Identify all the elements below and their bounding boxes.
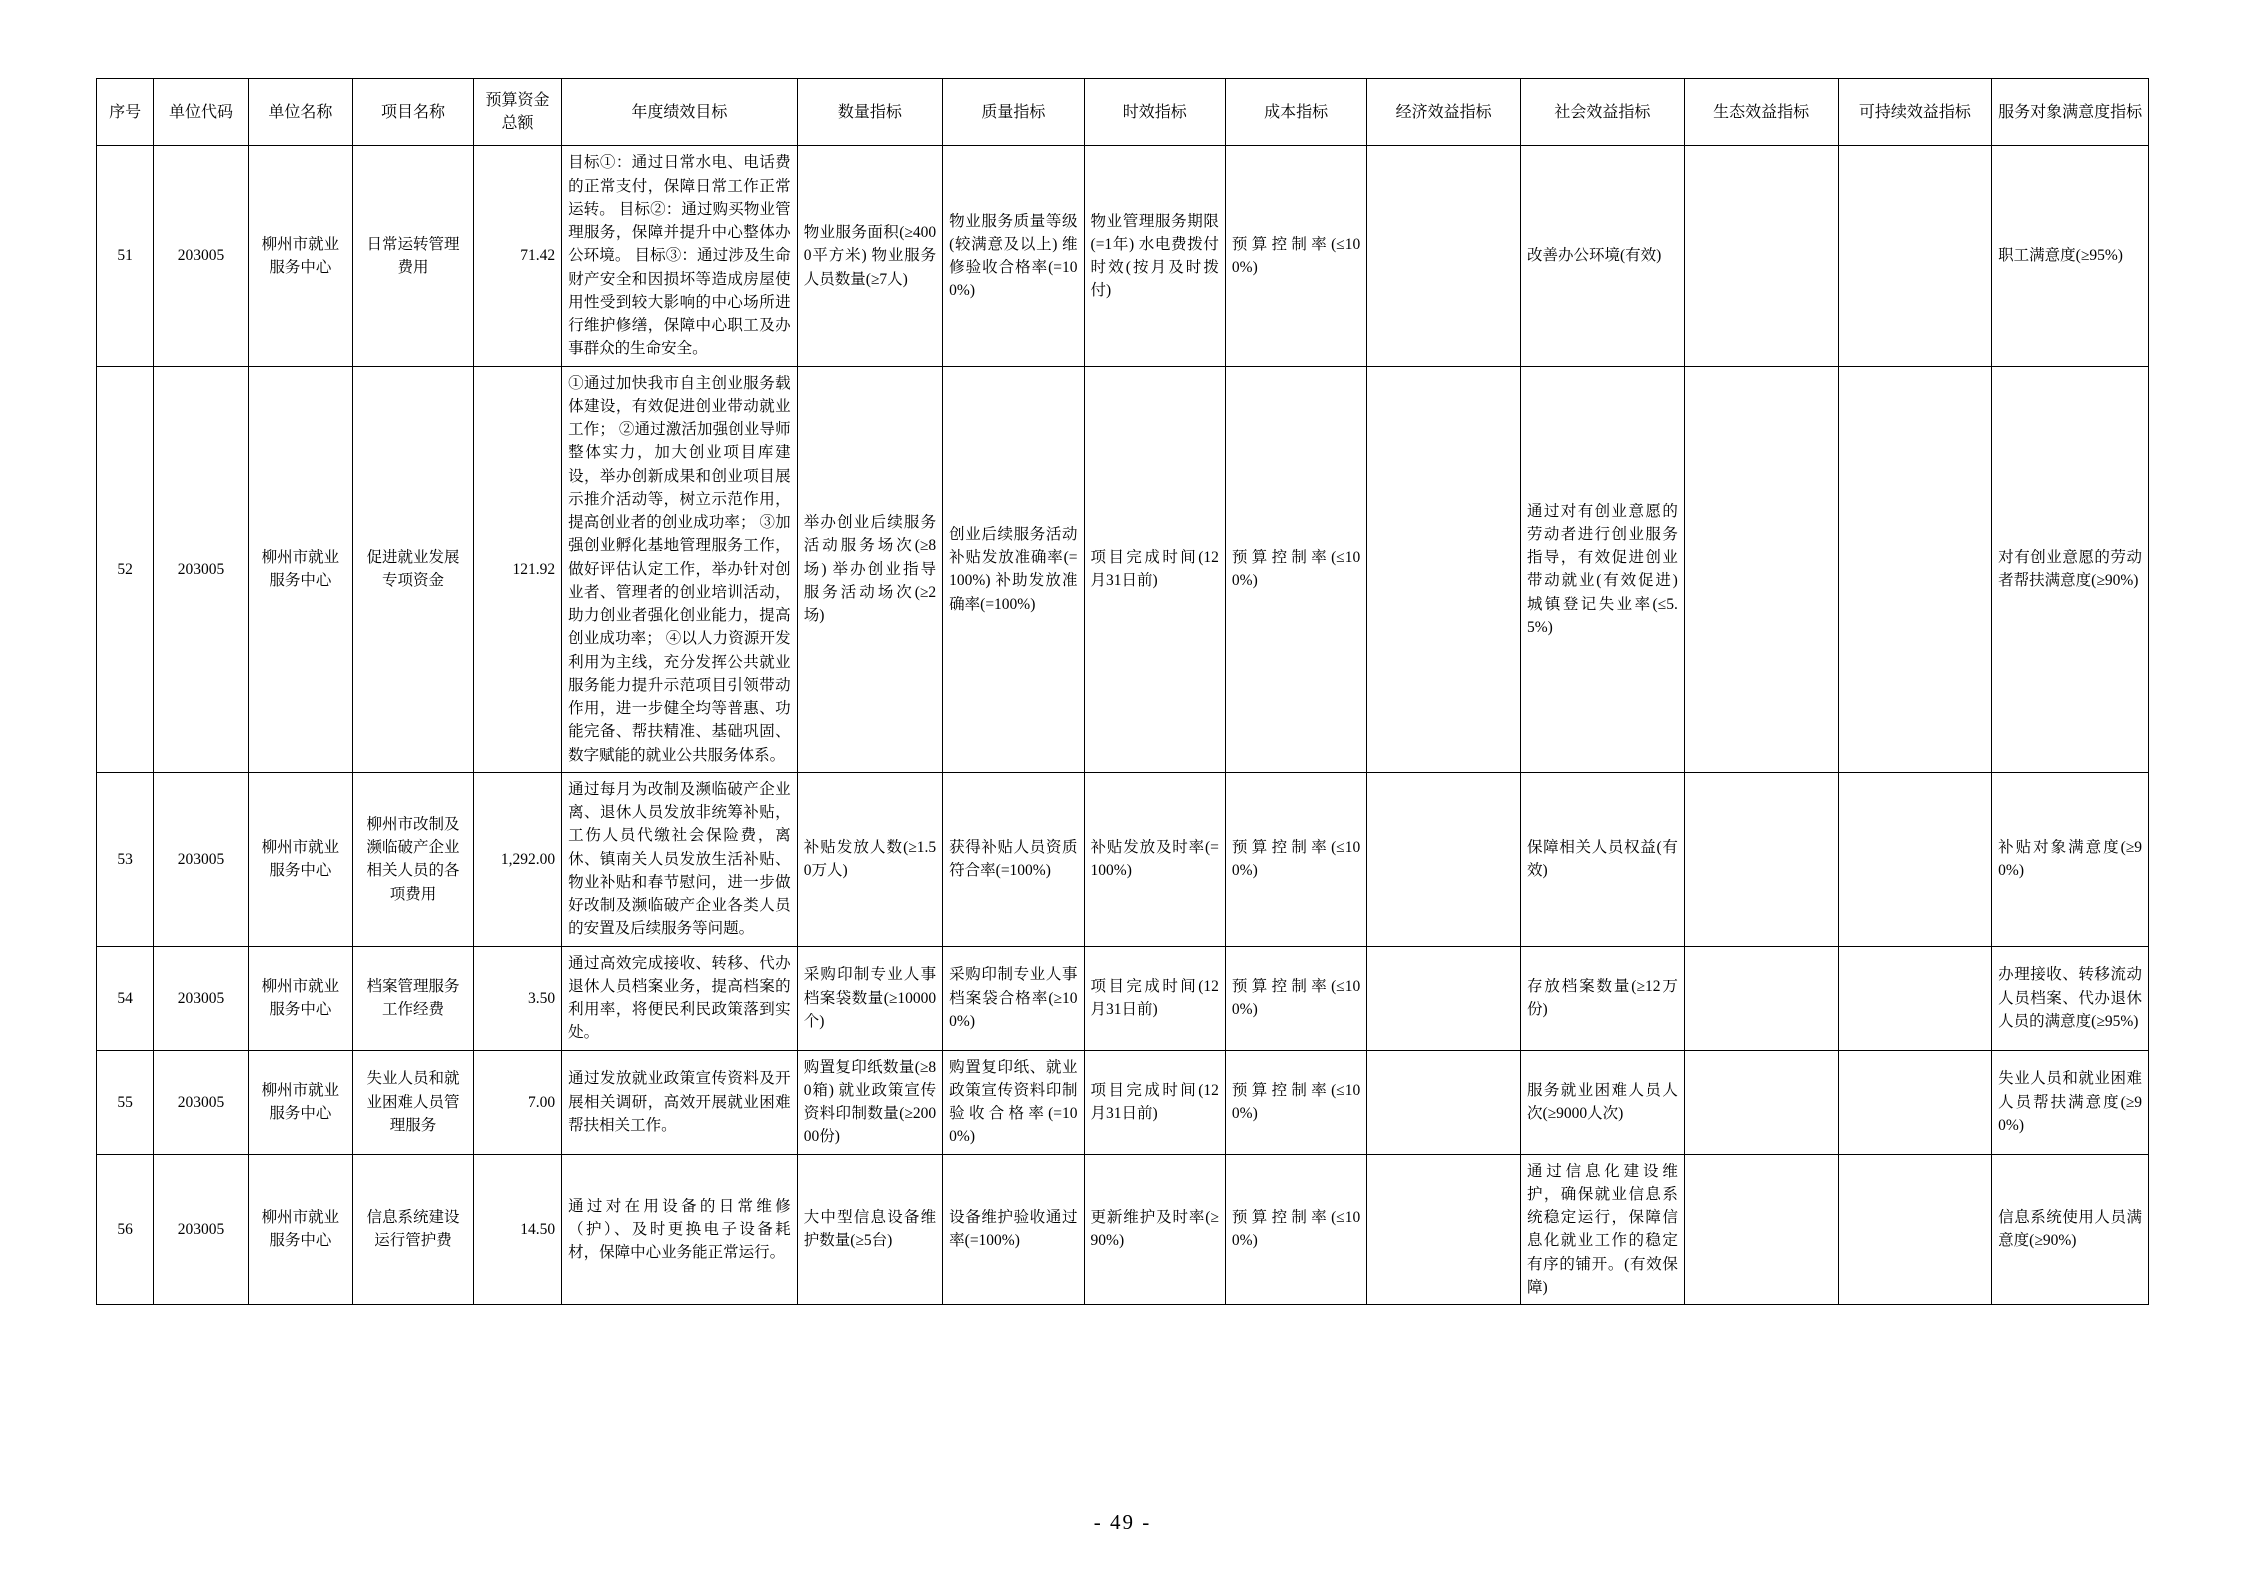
cell-social: 改善办公环境(有效) xyxy=(1520,146,1684,366)
cell-seq: 51 xyxy=(97,146,154,366)
cell-unit-name: 柳州市就业服务中心 xyxy=(248,772,352,946)
cell-satisfaction: 对有创业意愿的劳动者帮扶满意度(≥90%) xyxy=(1992,366,2149,772)
cell-quality: 创业后续服务活动补贴发放准确率(=100%) 补助发放准确率(=100%) xyxy=(943,366,1084,772)
cell-sustainable xyxy=(1838,1050,1992,1154)
cell-economic xyxy=(1367,146,1521,366)
cell-unit-code: 203005 xyxy=(154,772,248,946)
cell-cost: 预算控制率(≤100%) xyxy=(1225,772,1366,946)
cell-budget: 121.92 xyxy=(473,366,561,772)
cell-budget: 71.42 xyxy=(473,146,561,366)
cell-seq: 56 xyxy=(97,1154,154,1305)
cell-budget: 14.50 xyxy=(473,1154,561,1305)
column-header-quantity: 数量指标 xyxy=(797,79,942,146)
table-row xyxy=(97,1050,2149,1154)
performance-goal-table xyxy=(96,78,2149,1305)
cell-quality: 设备维护验收通过率(=100%) xyxy=(943,1154,1084,1305)
cell-social: 通过对有创业意愿的劳动者进行创业服务指导，有效促进创业带动就业(有效促进) 城镇登记失业率(≤5.5%) xyxy=(1520,366,1684,772)
cell-social: 通过信息化建设维护，确保就业信息系统稳定运行，保障信息化就业工作的稳定有序的铺开。(有效保障) xyxy=(1520,1154,1684,1305)
column-header-ecological: 生态效益指标 xyxy=(1684,79,1838,146)
column-header-seq: 序号 xyxy=(97,79,154,146)
cell-unit-code: 203005 xyxy=(154,366,248,772)
column-header-cost: 成本指标 xyxy=(1225,79,1366,146)
column-header-annual-goal: 年度绩效目标 xyxy=(562,79,798,146)
cell-seq: 52 xyxy=(97,366,154,772)
cell-economic xyxy=(1367,946,1521,1050)
cell-satisfaction: 信息系统使用人员满意度(≥90%) xyxy=(1992,1154,2149,1305)
cell-project-name: 信息系统建设运行管护费 xyxy=(353,1154,474,1305)
cell-project-name: 日常运转管理费用 xyxy=(353,146,474,366)
column-header-social: 社会效益指标 xyxy=(1520,79,1684,146)
cell-seq: 54 xyxy=(97,946,154,1050)
cell-ecological xyxy=(1684,772,1838,946)
cell-quantity: 采购印制专业人事档案袋数量(≥10000个) xyxy=(797,946,942,1050)
cell-satisfaction: 补贴对象满意度(≥90%) xyxy=(1992,772,2149,946)
cell-sustainable xyxy=(1838,772,1992,946)
table-row xyxy=(97,146,2149,366)
cell-timeliness: 项目完成时间(12月31日前) xyxy=(1084,946,1225,1050)
cell-project-name: 促进就业发展专项资金 xyxy=(353,366,474,772)
cell-ecological xyxy=(1684,946,1838,1050)
cell-ecological xyxy=(1684,1050,1838,1154)
cell-quality: 采购印制专业人事档案袋合格率(≥100%) xyxy=(943,946,1084,1050)
cell-satisfaction: 办理接收、转移流动人员档案、代办退休人员的满意度(≥95%) xyxy=(1992,946,2149,1050)
cell-unit-code: 203005 xyxy=(154,946,248,1050)
cell-social: 服务就业困难人员人次(≥9000人次) xyxy=(1520,1050,1684,1154)
cell-annual-goal: 通过对在用设备的日常维修（护）、及时更换电子设备耗材，保障中心业务能正常运行。 xyxy=(562,1154,798,1305)
table-row xyxy=(97,946,2149,1050)
column-header-satisfaction: 服务对象满意度指标 xyxy=(1992,79,2149,146)
cell-cost: 预算控制率(≤100%) xyxy=(1225,1050,1366,1154)
column-header-unit-name: 单位名称 xyxy=(248,79,352,146)
cell-quality: 物业服务质量等级(较满意及以上) 维修验收合格率(=100%) xyxy=(943,146,1084,366)
cell-unit-name: 柳州市就业服务中心 xyxy=(248,1050,352,1154)
cell-timeliness: 项目完成时间(12月31日前) xyxy=(1084,1050,1225,1154)
cell-project-name: 失业人员和就业困难人员管理服务 xyxy=(353,1050,474,1154)
cell-quantity: 购置复印纸数量(≥80箱) 就业政策宣传资料印制数量(≥20000份) xyxy=(797,1050,942,1154)
cell-sustainable xyxy=(1838,146,1992,366)
cell-budget: 3.50 xyxy=(473,946,561,1050)
cell-satisfaction: 职工满意度(≥95%) xyxy=(1992,146,2149,366)
table-row xyxy=(97,772,2149,946)
cell-ecological xyxy=(1684,1154,1838,1305)
cell-economic xyxy=(1367,366,1521,772)
column-header-sustainable: 可持续效益指标 xyxy=(1838,79,1992,146)
cell-unit-name: 柳州市就业服务中心 xyxy=(248,366,352,772)
cell-cost: 预算控制率(≤100%) xyxy=(1225,146,1366,366)
column-header-budget: 预算资金总额 xyxy=(473,79,561,146)
cell-quality: 获得补贴人员资质符合率(=100%) xyxy=(943,772,1084,946)
cell-sustainable xyxy=(1838,366,1992,772)
cell-ecological xyxy=(1684,366,1838,772)
cell-annual-goal: 通过高效完成接收、转移、代办退休人员档案业务，提高档案的利用率，将便民利民政策落到实处。 xyxy=(562,946,798,1050)
column-header-unit-code: 单位代码 xyxy=(154,79,248,146)
cell-timeliness: 更新维护及时率(≥90%) xyxy=(1084,1154,1225,1305)
page-number: - 49 - xyxy=(1093,1510,1152,1534)
cell-unit-code: 203005 xyxy=(154,1154,248,1305)
cell-unit-code: 203005 xyxy=(154,146,248,366)
cell-timeliness: 项目完成时间(12月31日前) xyxy=(1084,366,1225,772)
column-header-timeliness: 时效指标 xyxy=(1084,79,1225,146)
cell-unit-name: 柳州市就业服务中心 xyxy=(248,1154,352,1305)
cell-unit-code: 203005 xyxy=(154,1050,248,1154)
cell-quantity: 补贴发放人数(≥1.50万人) xyxy=(797,772,942,946)
column-header-quality: 质量指标 xyxy=(943,79,1084,146)
cell-quantity: 大中型信息设备维护数量(≥5台) xyxy=(797,1154,942,1305)
cell-budget: 1,292.00 xyxy=(473,772,561,946)
cell-sustainable xyxy=(1838,946,1992,1050)
cell-economic xyxy=(1367,772,1521,946)
cell-annual-goal: 通过每月为改制及濒临破产企业离、退休人员发放非统筹补贴，工伤人员代缴社会保险费，离休、镇南关人员发放生活补贴、物业补贴和春节慰问，进一步做好改制及濒临破产企业各类人员的安置及后续服务等问题。 xyxy=(562,772,798,946)
cell-satisfaction: 失业人员和就业困难人员帮扶满意度(≥90%) xyxy=(1992,1050,2149,1154)
cell-budget: 7.00 xyxy=(473,1050,561,1154)
cell-timeliness: 物业管理服务期限(=1年) 水电费拨付时效(按月及时拨付) xyxy=(1084,146,1225,366)
column-header-economic: 经济效益指标 xyxy=(1367,79,1521,146)
cell-seq: 53 xyxy=(97,772,154,946)
cell-project-name: 柳州市改制及濒临破产企业相关人员的各项费用 xyxy=(353,772,474,946)
cell-unit-name: 柳州市就业服务中心 xyxy=(248,146,352,366)
cell-annual-goal: 目标①：通过日常水电、电话费的正常支付，保障日常工作正常运转。 目标②：通过购买物业管理服务，保障并提升中心整体办公环境。 目标③：通过涉及生命财产安全和因损坏等造成房屋使用性受到较大影响的中心场所进行维护修缮，保障中心职工及办事群众的生命安全。 xyxy=(562,146,798,366)
cell-social: 保障相关人员权益(有效) xyxy=(1520,772,1684,946)
cell-unit-name: 柳州市就业服务中心 xyxy=(248,946,352,1050)
cell-quantity: 举办创业后续服务活动服务场次(≥8场) 举办创业指导服务活动场次(≥2场) xyxy=(797,366,942,772)
cell-economic xyxy=(1367,1050,1521,1154)
cell-quantity: 物业服务面积(≥4000平方米) 物业服务人员数量(≥7人) xyxy=(797,146,942,366)
cell-sustainable xyxy=(1838,1154,1992,1305)
cell-annual-goal: ①通过加快我市自主创业服务载体建设，有效促进创业带动就业工作； ②通过激活加强创业导师整体实力，加大创业项目库建设，举办创新成果和创业项目展示推介活动等，树立示范作用，提高创业者的创业成功率； ③加强创业孵化基地管理服务工作，做好评估认定工作，举办针对创业者、管理者的创业培训活动，助力创业者强化创业能力，提高创业成功率； ④以人力资源开发利用为主线，充分发挥公共就业服务能力提升示范项目引领带动作用，进一步健全均等普惠、功能完备、帮扶精准、基础巩固、数字赋能的就业公共服务体系。 xyxy=(562,366,798,772)
cell-project-name: 档案管理服务工作经费 xyxy=(353,946,474,1050)
cell-ecological xyxy=(1684,146,1838,366)
table-row xyxy=(97,1154,2149,1305)
cell-cost: 预算控制率(≤100%) xyxy=(1225,366,1366,772)
cell-cost: 预算控制率(≤100%) xyxy=(1225,1154,1366,1305)
table-row xyxy=(97,366,2149,772)
cell-timeliness: 补贴发放及时率(=100%) xyxy=(1084,772,1225,946)
cell-economic xyxy=(1367,1154,1521,1305)
cell-seq: 55 xyxy=(97,1050,154,1154)
cell-annual-goal: 通过发放就业政策宣传资料及开展相关调研，高效开展就业困难帮扶相关工作。 xyxy=(562,1050,798,1154)
cell-social: 存放档案数量(≥12万份) xyxy=(1520,946,1684,1050)
table-header-row xyxy=(97,79,2149,146)
column-header-project-name: 项目名称 xyxy=(353,79,474,146)
cell-cost: 预算控制率(≤100%) xyxy=(1225,946,1366,1050)
cell-quality: 购置复印纸、就业政策宣传资料印制验收合格率(=100%) xyxy=(943,1050,1084,1154)
